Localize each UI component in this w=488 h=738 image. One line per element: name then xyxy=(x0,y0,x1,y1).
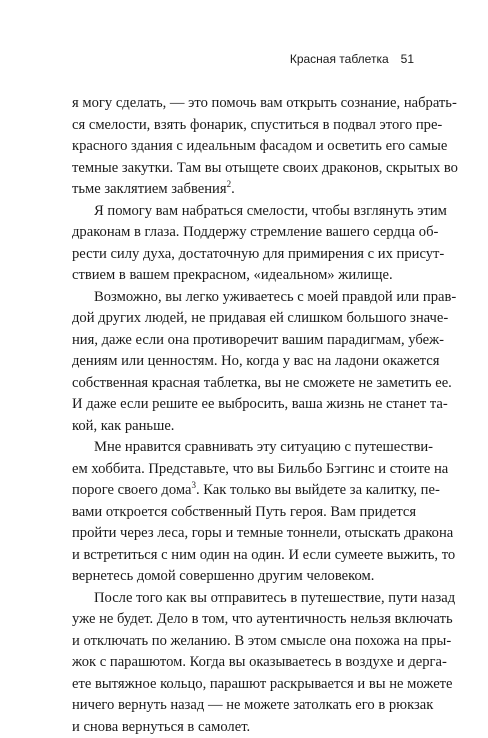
text-line: ния, даже если она противоречит вашим парадигмам, убеж- xyxy=(72,330,402,352)
text-line: Я помогу вам набраться смелости, чтобы взглянуть этим xyxy=(72,201,402,223)
chapter-title: Красная таблетка xyxy=(290,52,389,66)
text-line: и отключать по желанию. В этом смысле она похожа на пры- xyxy=(72,631,402,653)
text-line: И даже если решите ее выбросить, ваша жизнь не станет та- xyxy=(72,394,402,416)
text-line: ствием в вашем прекрасном, «идеальном» жилище. xyxy=(72,265,402,287)
paragraph-2 xyxy=(72,201,402,287)
running-header xyxy=(290,52,414,66)
footnote-ref: 3 xyxy=(191,480,196,490)
text-line: и снова вернуться в самолет. xyxy=(72,717,402,738)
text-line: рести силу духа, достаточную для примирения с их присут- xyxy=(72,244,402,266)
paragraph-5 xyxy=(72,588,402,738)
text-line: пройти через леса, горы и темные тоннели, отыскать дракона xyxy=(72,523,402,545)
text-line: Мне нравится сравнивать эту ситуацию с путешестви- xyxy=(72,437,402,459)
footnote-ref: 2 xyxy=(227,179,232,189)
text-line: вами откроется собственный Путь героя. Вам придется xyxy=(72,502,402,524)
text-line: Возможно, вы легко уживаетесь с моей правдой или прав- xyxy=(72,287,402,309)
page-number: 51 xyxy=(401,52,414,66)
text-line: жок с парашютом. Когда вы оказываетесь в воздухе и дерга- xyxy=(72,652,402,674)
text-line: я могу сделать, — это помочь вам открыть сознание, набрать- xyxy=(72,93,402,115)
text-line: дой других людей, не придавая ей слишком большого значе- xyxy=(72,308,402,330)
text-line: ете вытяжное кольцо, парашют раскрывается и вы не можете xyxy=(72,674,402,696)
paragraph-4 xyxy=(72,437,402,588)
text-fragment: пороге своего дома xyxy=(72,482,191,498)
text-line: темные закутки. Там вы отыщете своих драконов, скрытых во xyxy=(72,158,402,180)
text-line: уже не будет. Дело в том, что аутентичность нельзя включать xyxy=(72,609,402,631)
paragraph-1 xyxy=(72,93,402,201)
text-fragment: тьме заклятием забвения xyxy=(72,181,227,197)
text-line: ся смелости, взять фонарик, спуститься в подвал этого пре- xyxy=(72,115,402,137)
text-line: собственная красная таблетка, вы не сможете не заметить ее. xyxy=(72,373,402,395)
text-line: красного здания с идеальным фасадом и осветить его самые xyxy=(72,136,402,158)
text-fragment: . Как только вы выйдете за калитку, пе- xyxy=(196,482,440,498)
text-line: кой, как раньше. xyxy=(72,416,402,438)
text-line: и встретиться с ним один на один. И если сумеете выжить, то xyxy=(72,545,402,567)
text-line: ничего вернуть назад — не можете затолкать его в рюкзак xyxy=(72,695,402,717)
text-line: После того как вы отправитесь в путешествие, пути назад xyxy=(72,588,402,610)
text-line: дениям или ценностям. Но, когда у вас на ладони окажется xyxy=(72,351,402,373)
body-text xyxy=(72,93,402,738)
paragraph-3 xyxy=(72,287,402,438)
text-line xyxy=(72,179,402,201)
text-line: драконам в глаза. Поддержу стремление вашего сердца об- xyxy=(72,222,402,244)
text-line xyxy=(72,480,402,502)
text-line: вернетесь домой совершенно другим человеком. xyxy=(72,566,402,588)
text-line: ем хоббита. Представьте, что вы Бильбо Бэггинс и стоите на xyxy=(72,459,402,481)
text-fragment: . xyxy=(231,181,235,197)
